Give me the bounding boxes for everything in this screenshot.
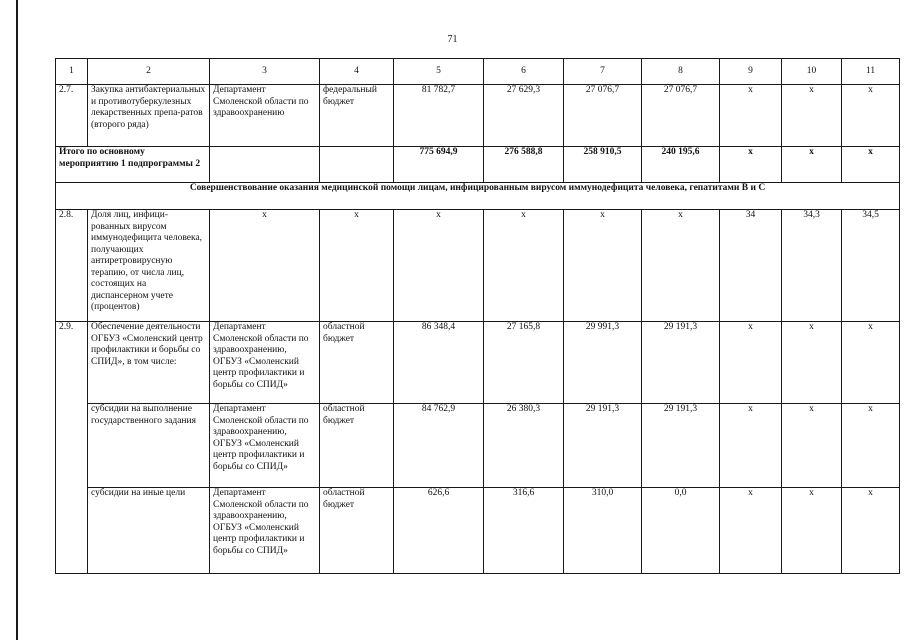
row-source: областной бюджет: [320, 488, 394, 574]
row-name: субсидии на выполнение государственного задания: [88, 404, 210, 488]
row-source: федеральный бюджет: [320, 85, 394, 147]
row-value: 26 380,3: [484, 404, 564, 488]
row-value: 29 191,3: [564, 404, 642, 488]
total-value: x: [842, 147, 900, 183]
header-cell: 10: [782, 59, 842, 85]
row-value: 29 191,3: [642, 404, 720, 488]
total-value: x: [720, 147, 782, 183]
header-cell: 11: [842, 59, 900, 85]
row-value: x: [842, 85, 900, 147]
row-value: x: [782, 488, 842, 574]
row-value: 316,6: [484, 488, 564, 574]
row-name: Доля лиц, инфици-рованных вирусом иммунодефицита человека, получающих антиретровирусную терапию, от числа лиц, состоящих на диспансерном учете (процентов): [88, 210, 210, 322]
row-executor: x: [210, 210, 320, 322]
header-cell: 8: [642, 59, 720, 85]
row-value: x: [782, 322, 842, 404]
table-row: [56, 404, 900, 488]
total-row: [56, 147, 900, 183]
row-name: Закупка антибактериальных и противотуберкулезных лекарственных препа-ратов (второго ряда): [88, 85, 210, 147]
header-cell: 9: [720, 59, 782, 85]
row-source: областной бюджет: [320, 404, 394, 488]
row-number: 2.7.: [56, 85, 88, 147]
page-number: 71: [447, 34, 458, 45]
section-title-row: [56, 183, 900, 210]
row-value: 0,0: [642, 488, 720, 574]
header-row: [56, 59, 900, 85]
row-value: x: [842, 488, 900, 574]
total-value: x: [782, 147, 842, 183]
table-row: [56, 322, 900, 404]
row-number: 2.9.: [56, 322, 88, 574]
row-value: x: [782, 404, 842, 488]
row-value: 310,0: [564, 488, 642, 574]
row-value: 81 782,7: [394, 85, 484, 147]
total-value: 775 694,9: [394, 147, 484, 183]
header-cell: 1: [56, 59, 88, 85]
row-value: 27 076,7: [564, 85, 642, 147]
header-cell: 2: [88, 59, 210, 85]
row-value: x: [842, 322, 900, 404]
row-value: x: [564, 210, 642, 322]
row-value: 27 629,3: [484, 85, 564, 147]
row-source: x: [320, 210, 394, 322]
table-row: [56, 488, 900, 574]
row-value: x: [720, 404, 782, 488]
row-value: x: [484, 210, 564, 322]
row-value: x: [782, 85, 842, 147]
row-value: x: [720, 488, 782, 574]
row-value: 27 076,7: [642, 85, 720, 147]
row-source: областной бюджет: [320, 322, 394, 404]
row-name: Обеспечение деятельности ОГБУЗ «Смоленский центр профилактики и борьбы со СПИД», в том числе:: [88, 322, 210, 404]
row-value: x: [842, 404, 900, 488]
left-margin-rule: [16, 0, 18, 640]
total-value: 276 588,8: [484, 147, 564, 183]
row-value: 34,3: [782, 210, 842, 322]
header-cell: 5: [394, 59, 484, 85]
row-name: субсидии на иные цели: [88, 488, 210, 574]
row-value: x: [394, 210, 484, 322]
section-title: Совершенствование оказания медицинской помощи лицам, инфицированным вирусом иммунодефицита человека, гепатитами В и С: [56, 183, 900, 210]
table-row: [56, 210, 900, 322]
row-executor: Департамент Смоленской области по здравоохранению, ОГБУЗ «Смоленский центр профилактики и борьбы со СПИД»: [210, 404, 320, 488]
row-executor: Департамент Смоленской области по здравоохранению, ОГБУЗ «Смоленский центр профилактики и борьбы со СПИД»: [210, 488, 320, 574]
total-label: Итого по основному мероприятию 1 подпрограммы 2: [56, 147, 210, 183]
row-value: 86 348,4: [394, 322, 484, 404]
row-value: 27 165,8: [484, 322, 564, 404]
row-value: x: [642, 210, 720, 322]
row-value: 626,6: [394, 488, 484, 574]
header-cell: 6: [484, 59, 564, 85]
row-value: x: [720, 85, 782, 147]
header-cell: 4: [320, 59, 394, 85]
row-value: 84 762,9: [394, 404, 484, 488]
header-cell: 7: [564, 59, 642, 85]
row-value: 34,5: [842, 210, 900, 322]
row-value: 29 991,3: [564, 322, 642, 404]
table-row: [56, 85, 900, 147]
row-number: 2.8.: [56, 210, 88, 322]
row-value: x: [720, 322, 782, 404]
total-empty-cell: [320, 147, 394, 183]
row-value: 34: [720, 210, 782, 322]
total-value: 258 910,5: [564, 147, 642, 183]
total-empty-cell: [210, 147, 320, 183]
row-executor: Департамент Смоленской области по здравоохранению: [210, 85, 320, 147]
header-cell: 3: [210, 59, 320, 85]
row-executor: Департамент Смоленской области по здравоохранению, ОГБУЗ «Смоленский центр профилактики и борьбы со СПИД»: [210, 322, 320, 404]
program-table: [55, 58, 900, 574]
total-value: 240 195,6: [642, 147, 720, 183]
row-value: 29 191,3: [642, 322, 720, 404]
